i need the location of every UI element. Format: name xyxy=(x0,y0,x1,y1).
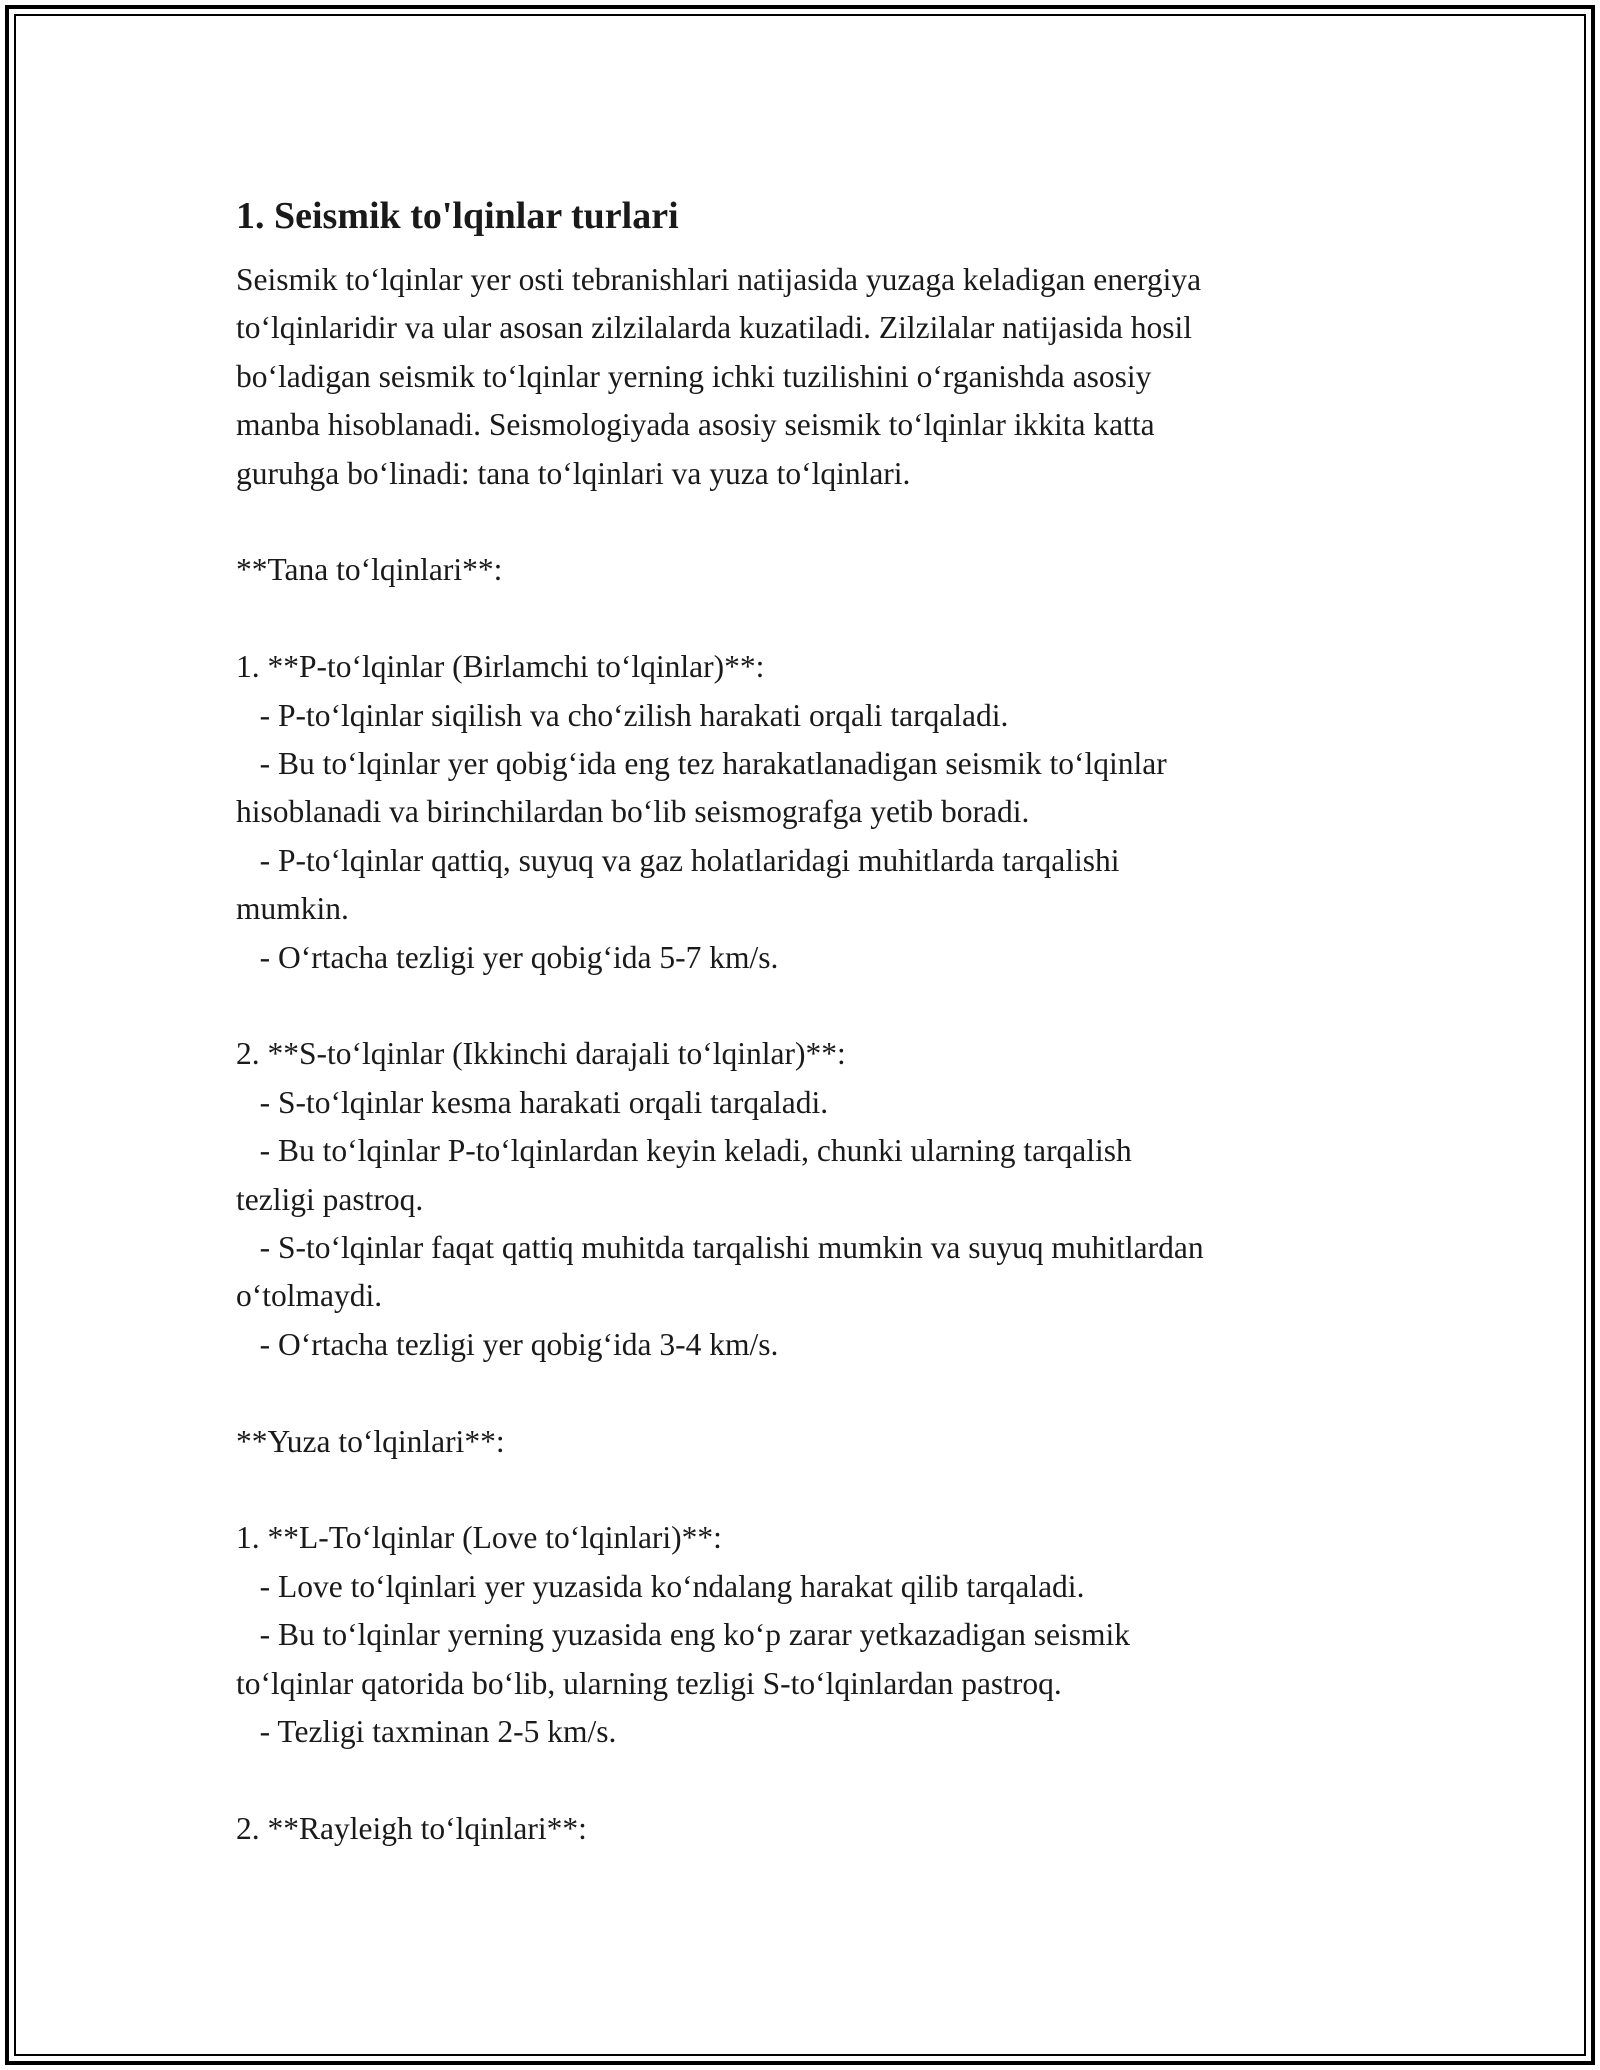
l-waves-line: to‘lqinlar qatorida bo‘lib, ularning tezligi S-to‘lqinlardan pastroq. xyxy=(236,1665,1062,1701)
intro-line: Seismik to‘lqinlar yer osti tebranishlari natijasida yuzaga keladigan energiya xyxy=(236,262,1202,297)
p-waves-line: - O‘rtacha tezligi yer qobig‘ida 5-7 km/s. xyxy=(236,939,779,975)
rayleigh-waves-title: 2. **Rayleigh to‘lqinlari**: xyxy=(236,1810,587,1846)
section-heading: 1. Seismik to'lqinlar turlari xyxy=(236,195,679,237)
p-waves-line: mumkin. xyxy=(236,891,349,927)
s-waves-title: 2. **S-to‘lqinlar (Ikkinchi darajali to‘lqinlar)**: xyxy=(236,1036,846,1072)
s-waves-line: tezligi pastroq. xyxy=(236,1181,424,1217)
s-waves-line: - O‘rtacha tezligi yer qobig‘ida 3-4 km/s. xyxy=(236,1326,779,1362)
blank-line xyxy=(236,982,1386,1030)
p-waves-line: - P-to‘lqinlar siqilish va cho‘zilish harakati orqali tarqaladi. xyxy=(236,697,1009,733)
intro-line: bo‘ladigan seismik to‘lqinlar yerning ichki tuzilishini o‘rganishda asosiy xyxy=(236,358,1152,394)
document-content xyxy=(236,184,1386,1853)
blank-line xyxy=(236,498,1386,546)
intro-line: to‘lqinlaridir va ular asosan zilzilalarda kuzatiladi. Zilzilalar natijasida hosil xyxy=(236,310,1193,346)
s-waves-line: - S-to‘lqinlar faqat qattiq muhitda tarqalishi mumkin va suyuq muhitlardan xyxy=(236,1230,1204,1266)
blank-line xyxy=(236,1466,1386,1514)
body-waves-heading: **Tana to‘lqinlari**: xyxy=(236,552,503,588)
surface-waves-heading: **Yuza to‘lqinlari**: xyxy=(236,1423,505,1459)
s-waves-line: o‘tolmaydi. xyxy=(236,1278,383,1314)
l-waves-line: - Bu to‘lqinlar yerning yuzasida eng ko‘p zarar yetkazadigan seismik xyxy=(236,1617,1130,1653)
p-waves-line: - Bu to‘lqinlar yer qobig‘ida eng tez harakatlanadigan seismik to‘lqinlar xyxy=(236,746,1167,782)
s-waves-line: - S-to‘lqinlar kesma harakati orqali tarqaladi. xyxy=(236,1084,829,1120)
intro-line: guruhga bo‘linadi: tana to‘lqinlari va yuza to‘lqinlari. xyxy=(236,455,911,491)
p-waves-title: 1. **P-to‘lqinlar (Birlamchi to‘lqinlar)**: xyxy=(236,649,765,685)
blank-line xyxy=(236,595,1386,643)
l-waves-line: - Love to‘lqinlari yer yuzasida ko‘ndalang harakat qilib tarqaladi. xyxy=(236,1568,1085,1604)
l-waves-title: 1. **L-To‘lqinlar (Love to‘lqinlari)**: xyxy=(236,1520,722,1556)
blank-line xyxy=(236,1369,1386,1417)
intro-line: manba hisoblanadi. Seismologiyada asosiy seismik to‘lqinlar ikkita katta xyxy=(236,407,1155,443)
p-waves-line: hisoblanadi va birinchilardan bo‘lib seismografga yetib boradi. xyxy=(236,794,1030,830)
l-waves-line: - Tezligi taxminan 2-5 km/s. xyxy=(236,1714,617,1750)
intro-paragraph xyxy=(236,256,1386,1853)
p-waves-line: - P-to‘lqinlar qattiq, suyuq va gaz holatlaridagi muhitlarda tarqalishi xyxy=(236,842,1120,878)
s-waves-line: - Bu to‘lqinlar P-to‘lqinlardan keyin keladi, chunki ularning tarqalish xyxy=(236,1133,1132,1169)
blank-line xyxy=(236,1757,1386,1805)
